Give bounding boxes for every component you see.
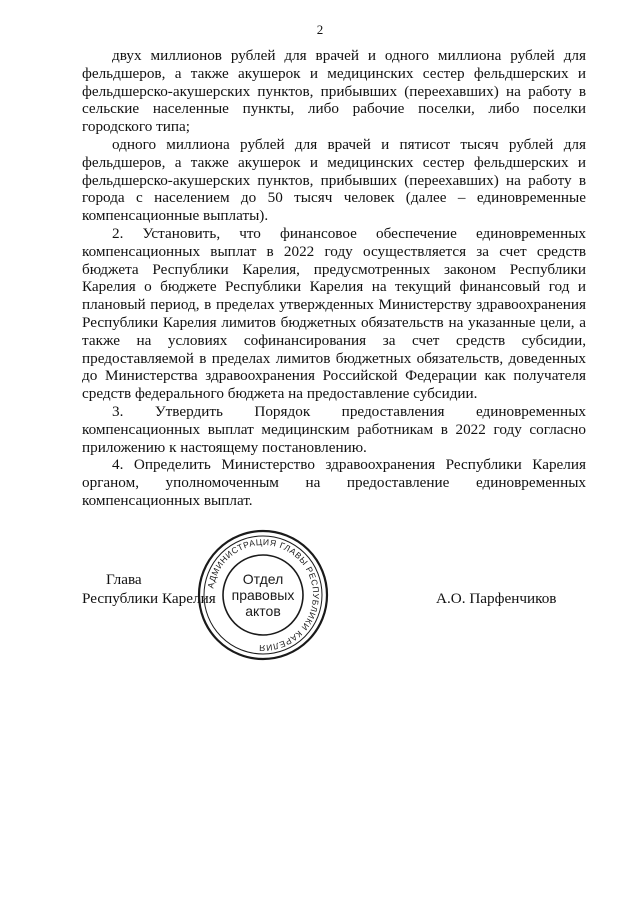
- paragraph-clause-2: 2. Установить, что финансовое обеспечение единовременных компенсационных выплат в 2022 году осуществляется за счет средств бюджета Республики Карелия, предусмотренных законом Республики Карелия о бюджете Республики Карелия на текущий финансовый год и плановый период, в пределах утвержденных Министерству здравоохранения Республики Карелия лимитов бюджетных обязательств на указанные цели, а также на условиях софинансирования за счет средств субсидии, предоставляемой в пределах лимитов бюджетных обязательств, доведенных до Министерства здравоохранения Российской Федерации как получателя средств федерального бюджета на предоставление субсидии.: [82, 224, 586, 403]
- svg-text:АДМИНИСТРАЦИЯ ГЛАВЫ РЕСПУБЛИКИ: АДМИНИСТРАЦИЯ ГЛАВЫ РЕСПУБЛИКИ КАРЕЛИЯ: [205, 536, 322, 654]
- paragraph-clause-3: 3. Утвердить Порядок предоставления единовременных компенсационных выплат медицинским работникам в 2022 году согласно приложению к настоящему постановлению.: [82, 402, 586, 456]
- svg-text:актов: актов: [245, 603, 281, 619]
- paragraph-allowance-towns: одного миллиона рублей для врачей и пятисот тысяч рублей для фельдшеров, а также акушерок и медицинских сестер фельдшерских и фельдшерско-акушерских пунктов, прибывших (переехавших) на работу в города с населением до 50 тысяч человек (далее – единовременные компенсационные выплаты).: [82, 135, 586, 225]
- paragraph-clause-4: 4. Определить Министерство здравоохранения Республики Карелия органом, уполномоченным на предоставление единовременных компенсационных выплат.: [82, 456, 586, 509]
- signer-name: А.О. Парфенчиков: [436, 590, 557, 607]
- signature-title-line2: Республики Карелия: [82, 590, 216, 607]
- signature-title-line1: Глава: [106, 571, 142, 588]
- svg-text:Отдел: Отдел: [242, 571, 284, 587]
- document-body: [82, 47, 586, 510]
- page-number: 2: [316, 22, 324, 37]
- official-stamp-seal: [195, 527, 331, 663]
- paragraph-allowance-rural: двух миллионов рублей для врачей и одного миллиона рублей для фельдшеров, а также акушерок и медицинских сестер фельдшерских и фельдшерско-акушерских пунктов, прибывших (переехавших) на работу в сельские населенные пункты, либо рабочие поселки, либо поселки городского типа;: [82, 47, 586, 136]
- svg-text:правовых: правовых: [231, 587, 295, 603]
